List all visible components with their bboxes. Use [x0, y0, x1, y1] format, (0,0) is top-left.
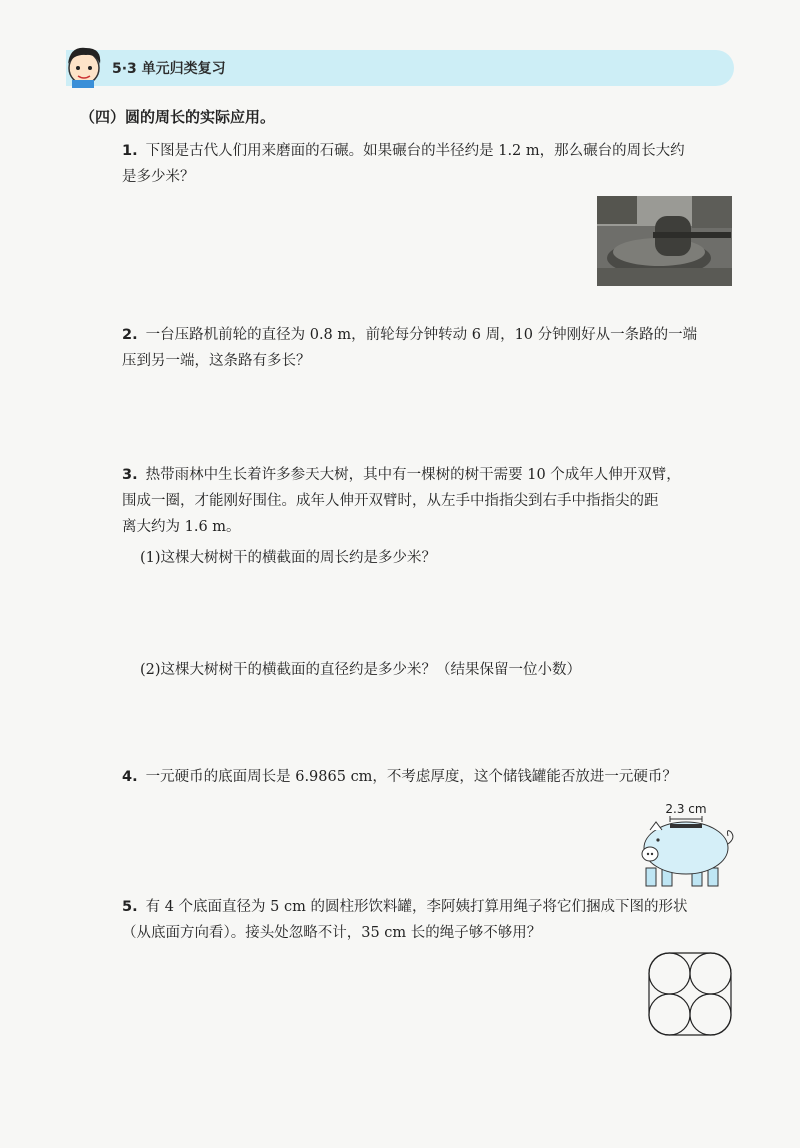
question-5	[122, 894, 734, 946]
question-number: 5.	[122, 899, 138, 915]
question-2	[122, 322, 734, 374]
question-3	[122, 462, 734, 540]
question-number: 4.	[122, 769, 138, 785]
question-text: 压到另一端，这条路有多长？	[122, 353, 311, 369]
question-text: （从底面方向看）。接头处忽略不计，35 cm 长的绳子够不够用？	[122, 925, 542, 941]
question-1	[122, 138, 734, 190]
question-text: 围成一圈，才能刚好围住。成年人伸开双臂时，从左手中指指尖到右手中指指尖的距	[122, 493, 659, 509]
slot-width-label: 2.3 cm	[665, 802, 707, 816]
question-text: 下图是古代人们用来磨面的石碾。如果碾台的半径约是 1.2 m，那么碾台的周长大约	[145, 143, 685, 159]
question-number: 1.	[122, 143, 138, 159]
question-text: 有 4 个底面直径为 5 cm 的圆柱形饮料罐，李阿姨打算用绳子将它们捆成下图的形状	[145, 899, 688, 915]
question-4	[122, 764, 734, 790]
question-number: 2.	[122, 327, 138, 343]
sub-question-2: (2)这棵大树树干的横截面的直径约是多少米？（结果保留一位小数）	[140, 662, 582, 678]
question-text: 一元硬币的底面周长是 6.9865 cm，不考虑厚度，这个储钱罐能否放进一元硬币？	[145, 769, 677, 785]
question-text: 一台压路机前轮的直径为 0.8 m，前轮每分钟转动 6 周，10 分钟刚好从一条路的一端	[145, 327, 698, 343]
question-text: 离大约为 1.6 m。	[122, 519, 241, 535]
question-number: 3.	[122, 467, 138, 483]
section-title: （四）圆的周长的实际应用。	[80, 108, 276, 126]
banner-title: 5·3 单元归类复习	[112, 61, 226, 77]
question-text: 热带雨林中生长着许多参天大树，其中有一棵树的树干需要 10 个成年人伸开双臂，	[145, 467, 681, 483]
sub-question-1: (1)这棵大树树干的横截面的周长约是多少米？	[140, 550, 437, 566]
piggy-bank-figure	[636, 798, 736, 888]
boy-mascot-icon	[62, 42, 106, 88]
four-circles-figure	[648, 952, 732, 1036]
question-text: 是多少米？	[122, 169, 195, 185]
stone-mill-photo	[597, 196, 732, 286]
